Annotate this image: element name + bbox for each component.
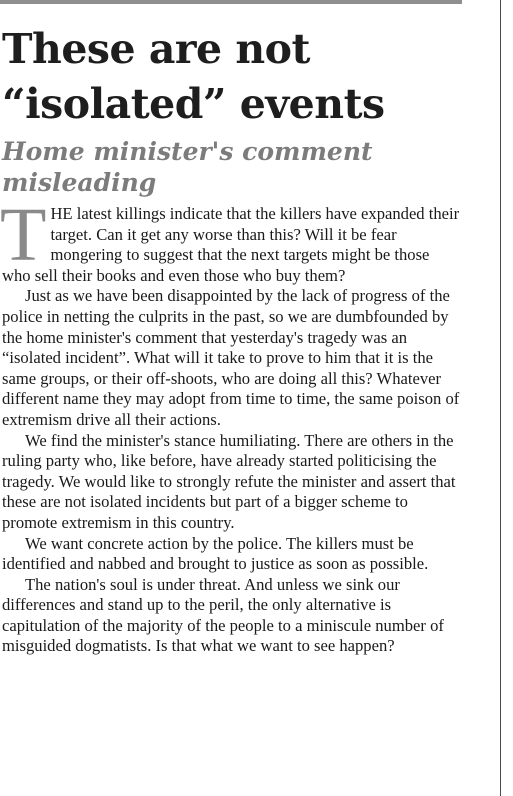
column-rule — [500, 0, 501, 796]
drop-cap: T — [0, 193, 47, 277]
article-body — [0, 193, 462, 657]
paragraph-1 — [0, 193, 462, 286]
paragraph-2: Just as we have been disappointed by the lack of progress of the police in netting the culprits in the past, so we are dumbfounded by the home minister's comment that yesterday's tragedy was an “isolated incident”. What will it take to prove to him that it is the same groups, or their off-shoots, who are doing all this? Whatever different name they may adopt from time to time, the same poison of extremism drive all their actions. — [2, 286, 460, 429]
paragraph-4: We want concrete action by the police. The killers must be identified and nabbed and brought to justice as soon as possible. — [2, 533, 429, 574]
paragraph-3: We find the minister's stance humiliating. There are others in the ruling party who, like before, have already started politicising the tragedy. We would like to strongly refute the minister and assert that these are not isolated incidents but part of a bigger scheme to promote extremism in this country. — [2, 430, 456, 532]
paragraph-1-text: HE latest killings indicate that the killers have expanded their target. Can it get any worse than this? Will it be fear mongering to suggest that the next targets might be those who sell their books and even those who buy them? — [2, 204, 460, 285]
paragraph-5: The nation's soul is under threat. And unless we sink our differences and stand up to the peril, the only alternative is capitulation of the majority of the people to a miniscule number of misguided dogmatists. Is that what we want to see happen? — [2, 574, 444, 656]
top-rule — [0, 0, 462, 4]
subheadline: Home minister's comment misleading — [2, 137, 373, 197]
editorial-article — [2, 22, 462, 657]
headline: These are not “isolated” events — [2, 25, 385, 128]
